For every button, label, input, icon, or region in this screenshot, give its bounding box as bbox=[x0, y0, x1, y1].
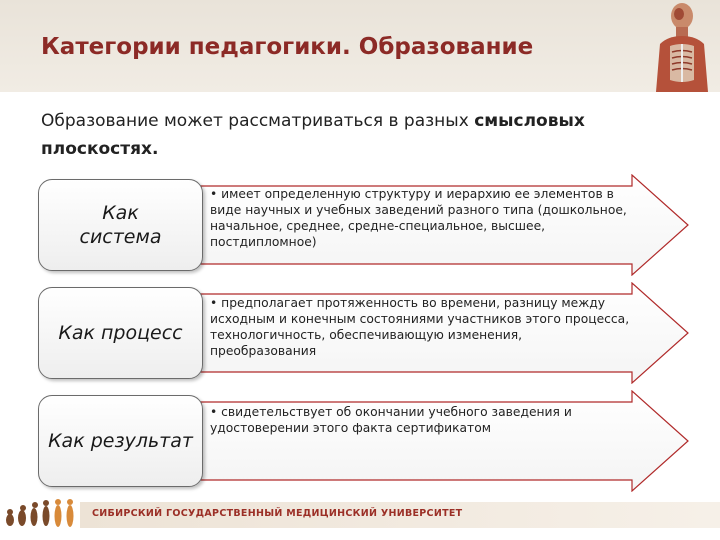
category-row-system bbox=[0, 174, 720, 276]
category-row-result bbox=[0, 390, 720, 492]
category-label: Как процесс bbox=[58, 322, 183, 344]
category-box bbox=[38, 395, 203, 487]
anatomy-figure-icon bbox=[648, 0, 716, 92]
intro-bold-text: смысловых плоскостях. bbox=[41, 111, 585, 159]
category-box bbox=[38, 287, 203, 379]
category-row-process bbox=[0, 282, 720, 384]
category-label: Как результат bbox=[48, 430, 193, 452]
category-label: Как система bbox=[79, 202, 162, 248]
university-name: СИБИРСКИЙ ГОСУДАРСТВЕННЫЙ МЕДИЦИНСКИЙ УНИВЕРСИТЕТ bbox=[92, 508, 463, 519]
category-description: • предполагает протяженность во времени, разницу между исходным и конечным состояниями участников этого процесса, технологичность, обеспечивающую изменения, преобразования bbox=[210, 296, 630, 358]
evolution-figures-icon bbox=[4, 494, 80, 534]
page-title: Категории педагогики. Образование bbox=[41, 34, 534, 60]
category-description: • свидетельствует об окончании учебного заведения и удостоверении этого факта сертификатом bbox=[210, 405, 572, 435]
category-box bbox=[38, 179, 203, 271]
header-band bbox=[0, 0, 720, 92]
intro-paragraph bbox=[41, 107, 681, 163]
category-description: • имеет определенную структуру и иерархию ее элементов в виде научных и учебных заведений разного типа (дошкольное, начальное, среднее, средне-специальное, высшее, постдипломное) bbox=[210, 187, 627, 249]
intro-text: Образование может рассматриваться в разных bbox=[41, 111, 475, 131]
footer bbox=[0, 492, 720, 540]
